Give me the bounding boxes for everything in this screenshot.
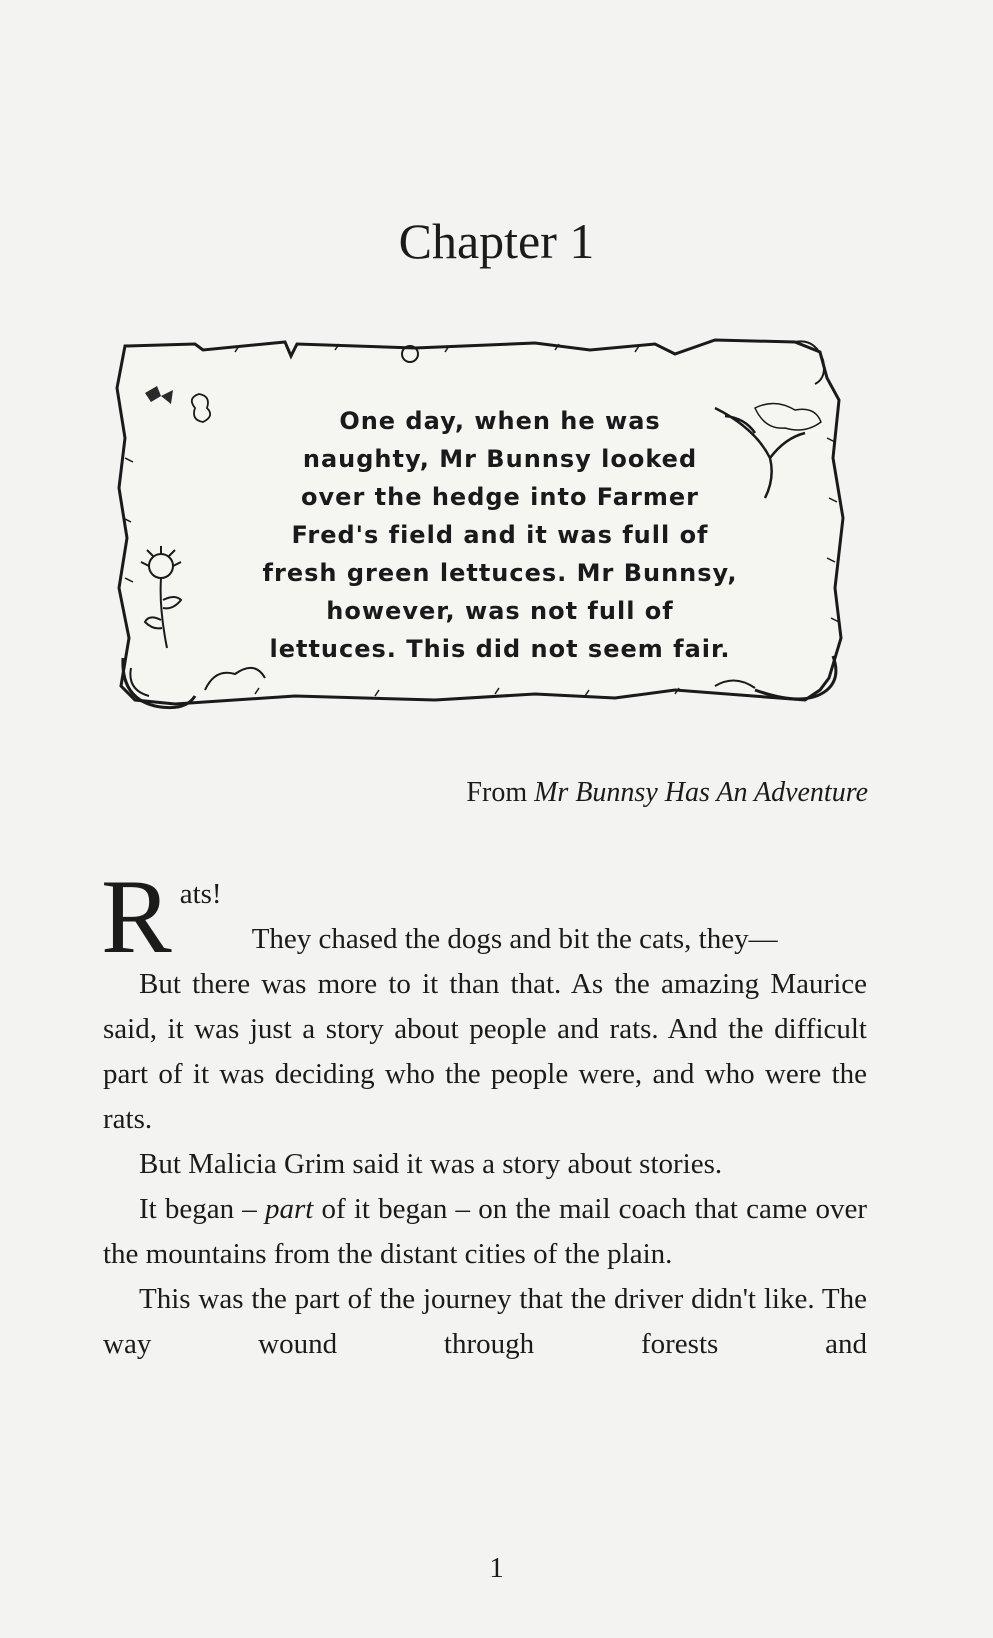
quote-source-title: Mr Bunnsy Has An Adventure <box>534 777 868 808</box>
paragraph-4 <box>103 1187 867 1277</box>
paragraph-4-start: It began – <box>139 1193 265 1225</box>
paragraph-4-end: of it began – on the mail coach that came over the mountains from the distant cities of the plain. <box>103 1193 867 1270</box>
scroll-quote-line: One day, when he was <box>339 407 661 435</box>
body-text <box>101 858 867 1367</box>
paragraph-1-opening: ats! <box>179 878 222 910</box>
paragraph-5: This was the part of the journey that the driver didn't like. The way wound through forests and <box>103 1283 867 1360</box>
paragraph-2: But there was more to it than that. As the amazing Maurice said, it was just a story about people and rats. And the difficult part of it was deciding who the people were, and who were the rats. <box>103 968 867 1135</box>
scroll-quote-line: Fred's field and it was full of <box>291 521 709 549</box>
quote-source-prefix: From <box>466 777 528 808</box>
paragraph-3: But Malicia Grim said it was a story about stories. <box>139 1148 723 1180</box>
scroll-quote-line: however, was not full of <box>326 597 674 625</box>
drop-cap: R <box>101 858 172 975</box>
paragraph-1-line-2: They chased the dogs and bit the cats, they— <box>251 923 778 955</box>
parchment-scroll <box>115 338 850 730</box>
scroll-quote-line: over the hedge into Farmer <box>301 483 699 511</box>
paragraph-4-emphasis: part <box>264 1193 314 1225</box>
scroll-quote-line: lettuces. This did not seem fair. <box>269 635 731 663</box>
page-number: 1 <box>489 1552 504 1584</box>
paragraph-1 <box>101 858 867 975</box>
chapter-title: Chapter 1 <box>398 213 595 269</box>
scroll-quote <box>210 402 790 668</box>
scroll-quote-line: naughty, Mr Bunnsy looked <box>302 445 698 473</box>
scroll-quote-line: fresh green lettuces. Mr Bunnsy, <box>262 559 738 587</box>
quote-source <box>466 777 868 809</box>
